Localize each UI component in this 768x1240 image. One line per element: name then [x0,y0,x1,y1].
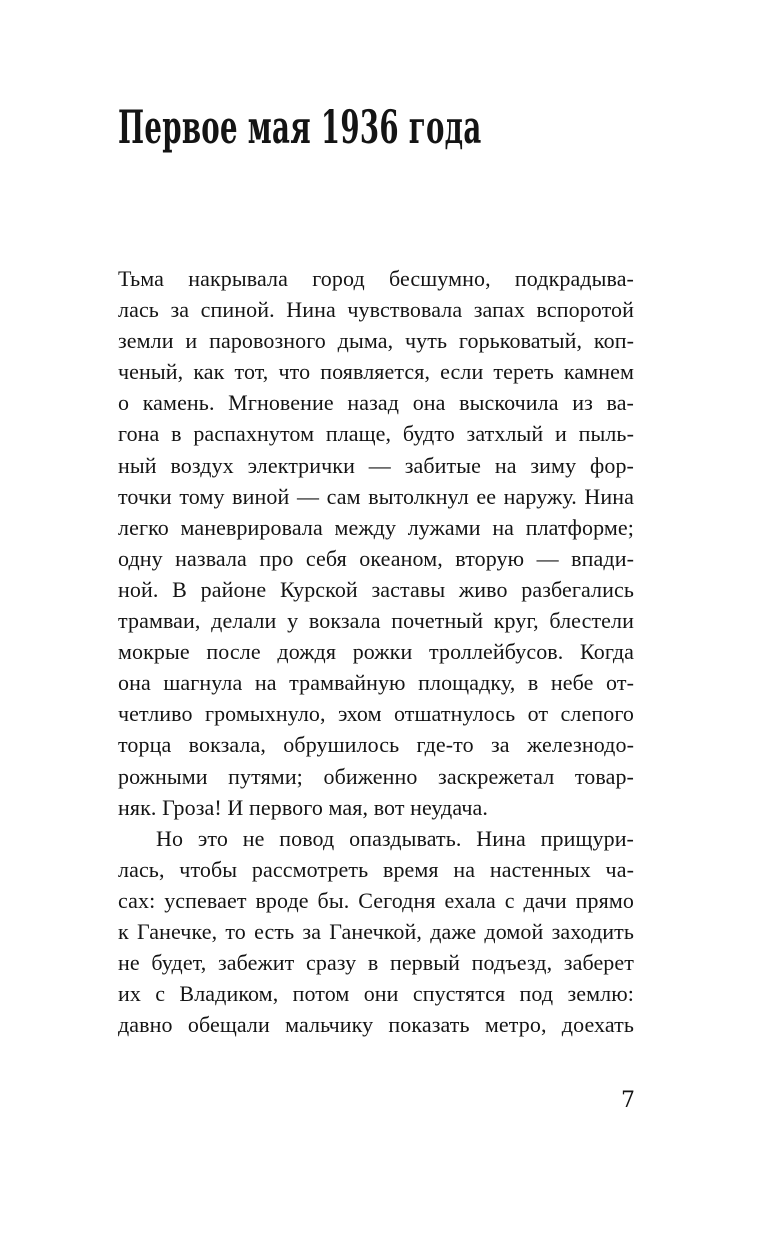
text-line: давно обещали мальчику показать метро, доехать [118,1012,634,1038]
text-line: четливо громыхнуло, эхом отшатнулось от слепого [118,701,634,727]
text-line: мокрые после дождя рожки троллейбусов. Когда [118,639,634,665]
text-line: ной. В районе Курской заставы живо разбегались [118,576,634,602]
text-line: о камень. Мгновение назад она выскочила из ва- [118,390,634,416]
paragraph [118,263,634,823]
text-line: она шагнула на трамвайную площадку, в небе от- [118,670,634,696]
text-line: гона в распахнутом плаще, будто затхлый и пыль- [118,421,634,447]
paragraph [118,823,634,1041]
text-line: их с Владиком, потом они спустятся под землю: [118,981,634,1007]
text-line: рожными путями; обиженно заскрежетал товар- [118,763,634,789]
text-line: лась, чтобы рассмотреть время на настенных ча- [118,856,634,882]
text-line: не будет, забежит сразу в первый подъезд, заберет [118,950,634,976]
text-line: легко маневрировала между лужами на платформе; [118,514,634,540]
body-text [118,263,634,1040]
text-line: точки тому виной — сам вытолкнул ее наружу. Нина [118,483,634,509]
text-line: одну назвала про себя океаном, вторую — впади- [118,545,634,571]
text-line: Но это не повод опаздывать. Нина прищури- [156,825,634,851]
text-line: ный воздух электрички — забитые на зиму фор- [118,452,634,478]
page-number: 7 [621,1088,635,1113]
text-line: няк. Гроза! И первого мая, вот неудача. [118,794,488,820]
text-line: сах: успевает вроде бы. Сегодня ехала с дачи прямо [118,887,634,913]
text-line: лась за спиной. Нина чувствовала запах вспоротой [118,297,634,323]
text-line: к Ганечке, то есть за Ганечкой, даже домой заходить [118,918,634,944]
text-line: торца вокзала, обрушилось где-то за железнодо- [118,732,634,758]
text-line: земли и паровозного дыма, чуть горьковатый, коп- [118,328,634,354]
text-line: трамваи, делали у вокзала почетный круг, блестели [118,608,634,634]
chapter-title: Первое мая 1936 года [118,100,482,154]
text-line: Тьма накрывала город бесшумно, подкрадыва- [118,266,634,291]
text-line: ченый, как тот, что появляется, если тереть камнем [118,359,634,385]
